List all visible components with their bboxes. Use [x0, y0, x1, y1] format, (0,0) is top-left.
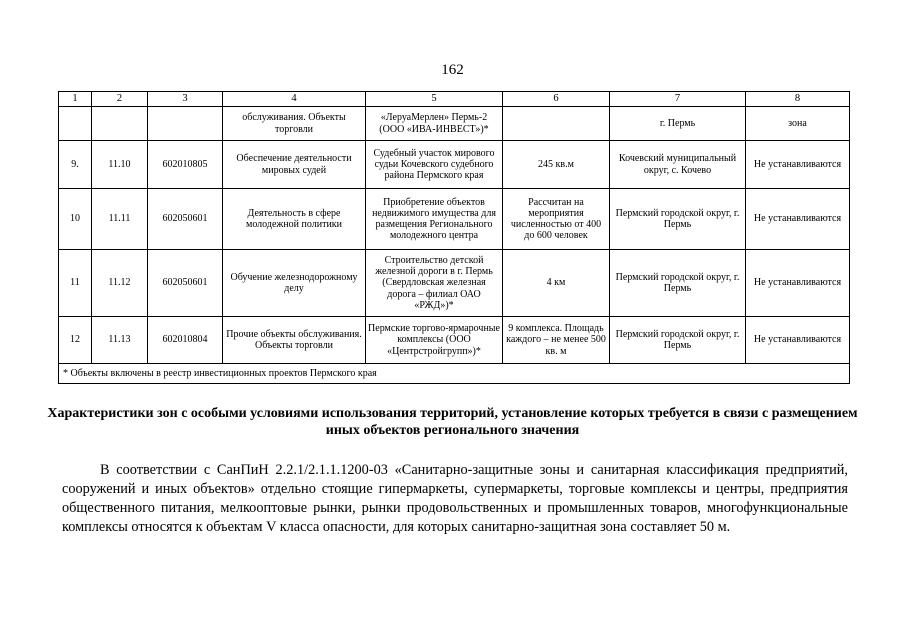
table-cell: 9.	[59, 141, 92, 189]
table-cell: г. Пермь	[610, 107, 746, 141]
header-cell: 5	[366, 92, 503, 107]
table-cell: 12	[59, 317, 92, 364]
table-cell: Не устанавливаются	[746, 189, 850, 250]
header-cell: 4	[223, 92, 366, 107]
table-cell	[503, 107, 610, 141]
table-cell: Деятельность в сфере молодежной политики	[223, 189, 366, 250]
header-cell: 6	[503, 92, 610, 107]
table-cell	[92, 107, 148, 141]
table-cell	[148, 107, 223, 141]
table-row	[59, 317, 850, 364]
table-row	[59, 189, 850, 250]
table-cell: обслуживания. Объекты торговли	[223, 107, 366, 141]
table-cell: 602050601	[148, 189, 223, 250]
table-cell: Прочие объекты обслуживания. Объекты торговли	[223, 317, 366, 364]
table-cell: Не устанавливаются	[746, 317, 850, 364]
table-cell: 11	[59, 250, 92, 317]
header-cell: 2	[92, 92, 148, 107]
page-number: 162	[441, 62, 464, 78]
table-row	[59, 250, 850, 317]
table-cell: 602010804	[148, 317, 223, 364]
table-row	[59, 107, 850, 141]
table-cell: 602050601	[148, 250, 223, 317]
body-paragraph: В соответствии с СанПиН 2.2.1/2.1.1.1200-03 «Санитарно-защитные зоны и санитарная классификация предприятий, сооружений и иных объектов» отдельно стоящие гипермаркеты, супермаркеты, торговые комплексы и центры, предприятия общественного питания, мелкооптовые рынки, рынки продовольственных и промышленных товаров, многофункциональные комплексы относятся к объектам V класса опасности, для которых санитарно-защитная зона составляет 50 м.	[62, 462, 848, 535]
table-cell: 9 комплекса. Площадь каждого – не менее 500 кв. м	[503, 317, 610, 364]
table-cell: Пермский городской округ, г. Пермь	[610, 189, 746, 250]
table-cell: Пермские торгово-ярмарочные комплексы (ООО «Центрстройгрупп»)*	[366, 317, 503, 364]
table-cell: Пермский городской округ, г. Пермь	[610, 317, 746, 364]
header-cell: 8	[746, 92, 850, 107]
table-cell: 11.12	[92, 250, 148, 317]
table-cell: Не устанавливаются	[746, 141, 850, 189]
header-cell: 7	[610, 92, 746, 107]
table-cell: 10	[59, 189, 92, 250]
table-cell: Кочевский муниципальный округ, с. Кочево	[610, 141, 746, 189]
table-footnote: * Объекты включены в реестр инвестиционных проектов Пермского края	[59, 364, 850, 384]
header-cell: 1	[59, 92, 92, 107]
table-cell: «ЛеруаМерлен» Пермь-2 (ООО «ИВА-ИНВЕСТ»)*	[366, 107, 503, 141]
table-cell: Обучение железнодорожному делу	[223, 250, 366, 317]
section-heading: Характеристики зон с особыми условиями использования территорий, установление которых требуется в связи с размещением иных объектов регионального значения	[47, 406, 858, 438]
table-cell: 4 км	[503, 250, 610, 317]
table-cell: 11.13	[92, 317, 148, 364]
table-cell: Не устанавливаются	[746, 250, 850, 317]
table-cell: 11.11	[92, 189, 148, 250]
objects-table	[58, 91, 850, 384]
table-cell: Судебный участок мирового судьи Кочевского судебного района Пермского края	[366, 141, 503, 189]
table-footnote-row	[59, 364, 850, 384]
table-cell: Строительство детской железной дороги в г. Пермь (Свердловская железная дорога – филиал ОАО «РЖД»)*	[366, 250, 503, 317]
table-cell: 602010805	[148, 141, 223, 189]
table-cell: Пермский городской округ, г. Пермь	[610, 250, 746, 317]
table-cell: 245 кв.м	[503, 141, 610, 189]
table-row	[59, 141, 850, 189]
header-cell: 3	[148, 92, 223, 107]
table-cell: Обеспечение деятельности мировых судей	[223, 141, 366, 189]
table-cell: зона	[746, 107, 850, 141]
table-cell: Рассчитан на мероприятия численностью от 400 до 600 человек	[503, 189, 610, 250]
table-header-row	[59, 92, 850, 107]
table-cell: 11.10	[92, 141, 148, 189]
table-cell: Приобретение объектов недвижимого имущества для размещения Регионального молодежного центра	[366, 189, 503, 250]
table-cell	[59, 107, 92, 141]
